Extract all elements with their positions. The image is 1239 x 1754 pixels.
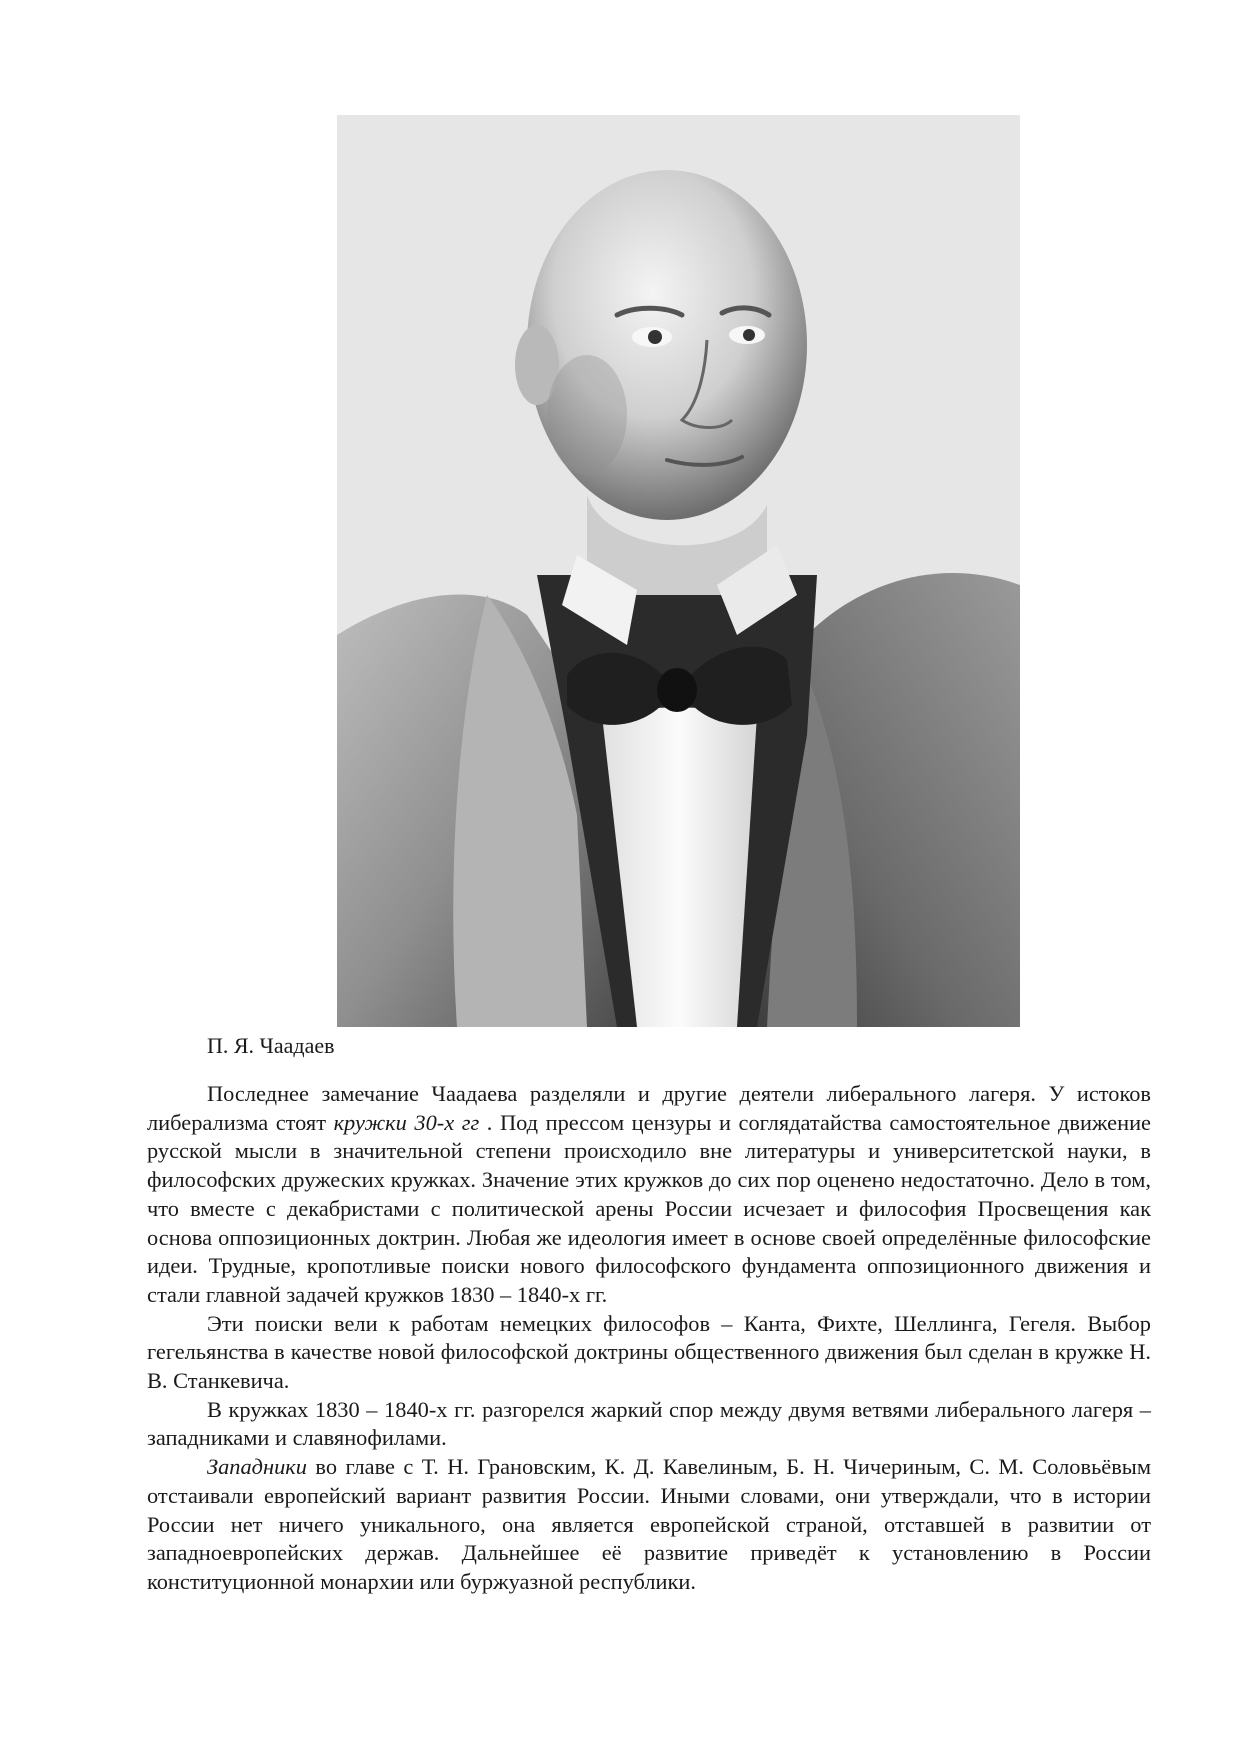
- paragraph-2: Эти поиски вели к работам немецких философов – Канта, Фихте, Шеллинга, Гегеля. Выбор гегельянства в качестве новой философской доктрины общественного движения был сделан в кружке Н. В. Станкевича.: [147, 1310, 1151, 1394]
- figure-caption: П. Я. Чаадаев: [207, 1033, 335, 1058]
- portrait-drawing: [337, 115, 1020, 1027]
- body-text: [147, 1080, 1151, 1597]
- emphasis-kruzhki: кружки 30-х гг: [333, 1109, 480, 1135]
- portrait-image: [337, 115, 1020, 1027]
- paragraph-4: Западники во главе с Т. Н. Грановским, К. Д. Кавелиным, Б. Н. Чичериным, С. М. Соловьёвым отстаивали европейский вариант развития России. Иными словами, они утверждали, что в истории России нет ничего уникального, она является европейской страной, отставшей в развитии от западноевропейских держав. Дальнейшее её развитие приведёт к установлению в России конституционной монархии или буржуазной республики.: [147, 1454, 1151, 1594]
- emphasis-zapadniki: Западники: [207, 1454, 307, 1480]
- paragraph-3: В кружках 1830 – 1840-х гг. разгорелся жаркий спор между двумя ветвями либерального лагеря – западниками и славянофилами.: [147, 1396, 1151, 1451]
- paragraph-1: Последнее замечание Чаадаева разделяли и другие деятели либерального лагеря. У истоков либерализма стоят кружки 30-х гг . Под прессом цензуры и соглядатайства самостоятельное движение русской мысли в значительной степени происходило вне литературы и университетской науки, в философских дружеских кружках. Значение этих кружков до сих пор оценено недостаточно. Дело в том, что вместе с декабристами с политической арены России исчезает и философия Просвещения как основа оппозиционных доктрин. Любая же идеология имеет в основе своей определённые философские идеи. Трудные, кропотливые поиски нового философского фундамента оппозиционного движения и стали главной задачей кружков 1830 – 1840-х гг.: [147, 1081, 1151, 1307]
